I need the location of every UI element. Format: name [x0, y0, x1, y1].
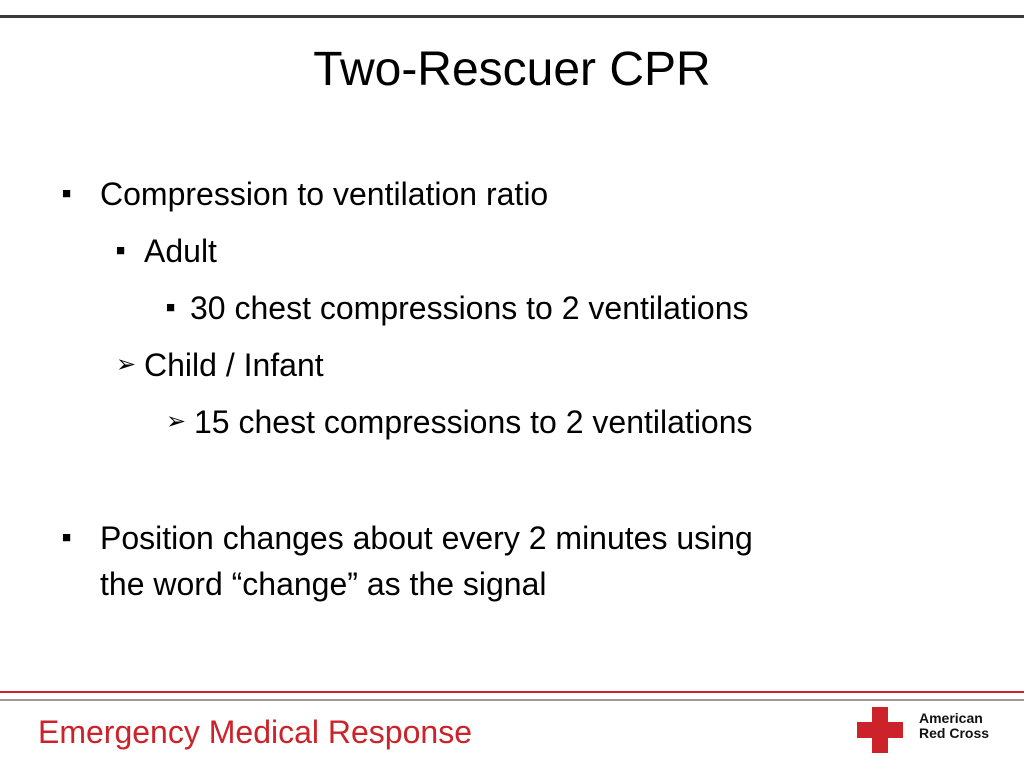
red-cross-icon — [857, 707, 903, 753]
square-bullet-icon: ■ — [166, 299, 176, 316]
footer-divider-gray — [0, 699, 1024, 701]
logo-line-2: Red Cross — [919, 725, 990, 741]
slide-title: Two-Rescuer CPR — [313, 43, 711, 96]
footer-divider-red — [0, 691, 1024, 693]
bullet-text: Compression to ventilation ratio — [100, 176, 549, 212]
bullet-text: Adult — [144, 233, 217, 269]
logo-line-1: American — [919, 710, 983, 726]
square-bullet-icon: ■ — [62, 529, 72, 546]
square-bullet-icon: ■ — [116, 242, 126, 259]
bullet-text: the word “change” as the signal — [100, 566, 547, 602]
red-cross-logo-text — [919, 711, 989, 741]
arrow-bullet-icon: ➢ — [166, 408, 187, 435]
bullet-text: Child / Infant — [144, 347, 324, 383]
footer-course-title: Emergency Medical Response — [38, 714, 472, 750]
bullet-text: 30 chest compressions to 2 ventilations — [190, 290, 749, 326]
arrow-bullet-icon: ➢ — [116, 351, 137, 378]
bullet-text: 15 chest compressions to 2 ventilations — [194, 404, 753, 440]
bullet-text: Position changes about every 2 minutes using — [100, 520, 753, 556]
square-bullet-icon: ■ — [62, 185, 72, 202]
